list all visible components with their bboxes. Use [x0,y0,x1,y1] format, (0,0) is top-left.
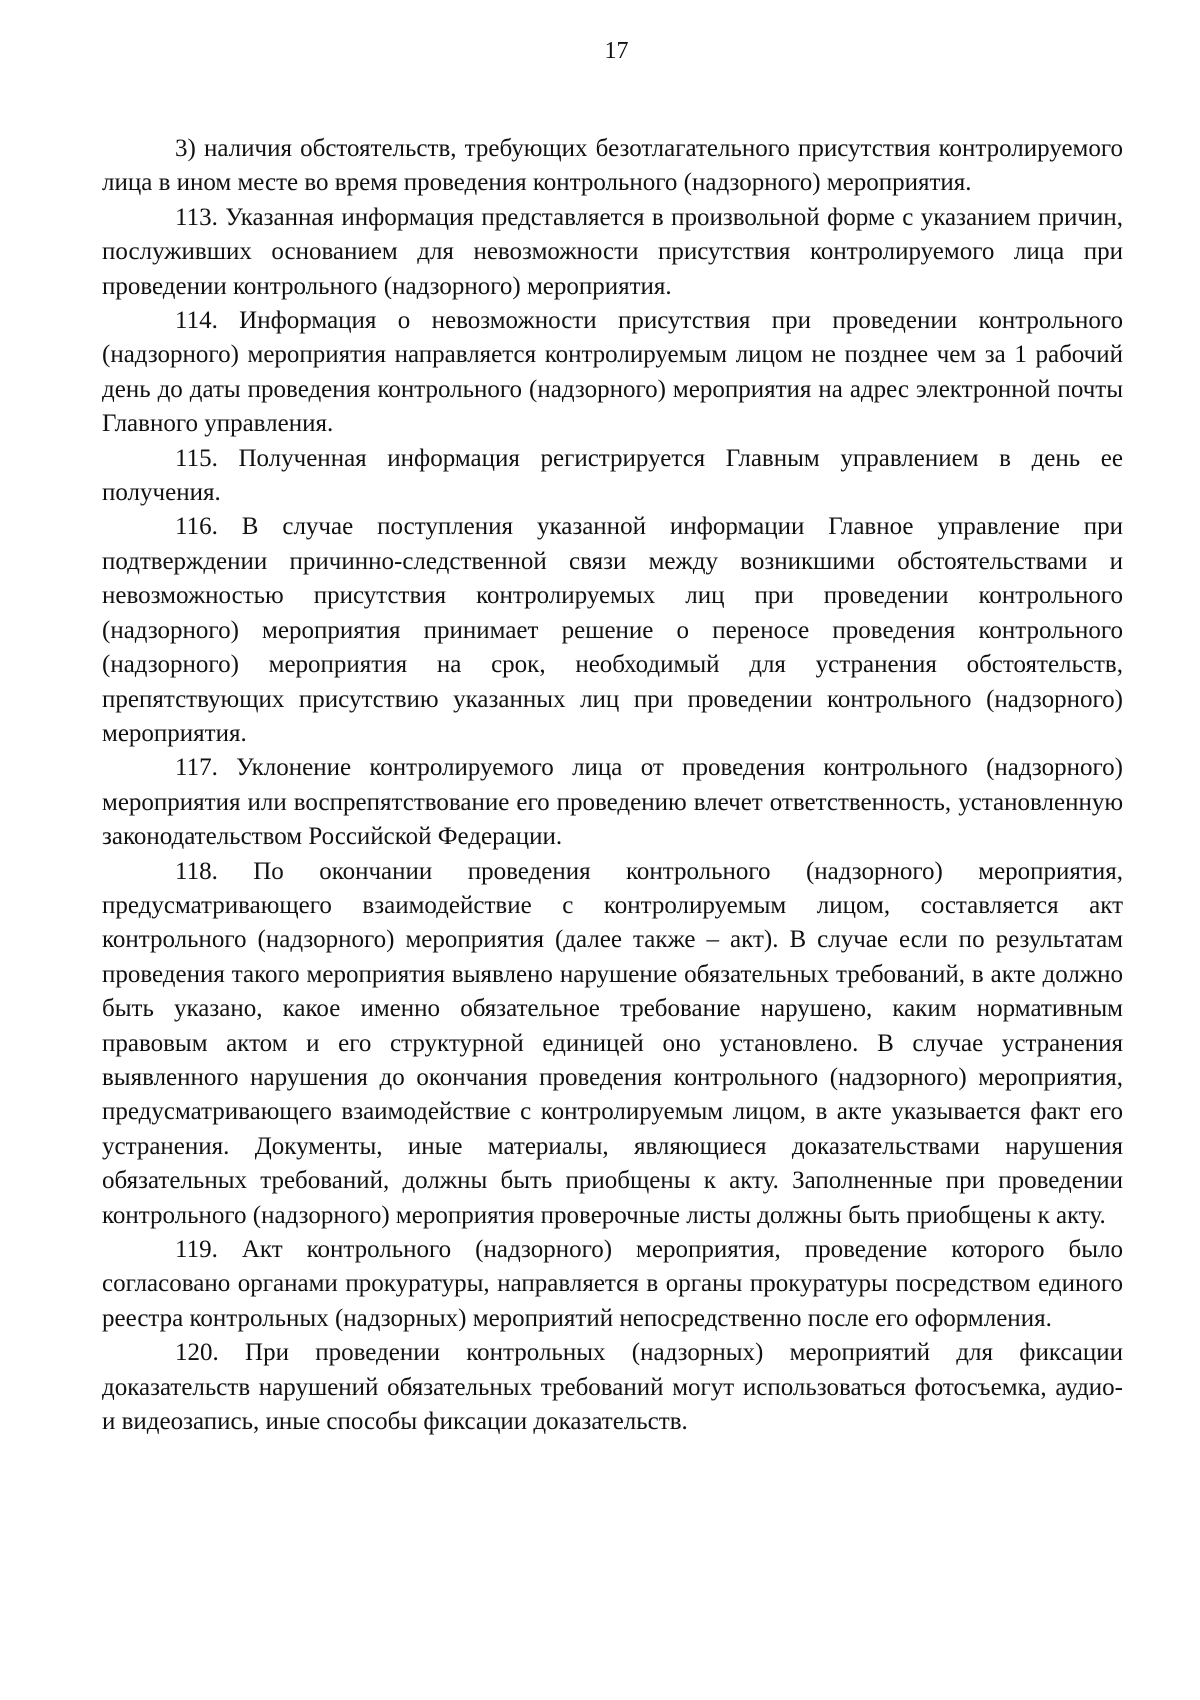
paragraph-119: 119. Акт контрольного (надзорного) мероприятия, проведение которого было согласовано органами прокуратуры, направляется в органы прокуратуры посредством единого реестра контрольных (надзорных) мероприятий непосредственно после его оформления. [102,1236,1123,1332]
page-number: 17 [604,38,629,64]
paragraph-117: 117. Уклонение контролируемого лица от проведения контрольного (надзорного) мероприятия или воспрепятствование его проведению влечет ответственность, установленную законодательством Российской Федерации. [102,754,1123,851]
paragraph-118: 118. По окончании проведения контрольного (надзорного) мероприятия, предусматривающего взаимодействие с контролируемым лицом, составляется акт контрольного (надзорного) мероприятия (далее также – акт). В случае если по результатам проведения такого мероприятия выявлено нарушение обязательных требований, в акте должно быть указано, какое именно обязательное требование нарушено, каким нормативным правовым актом и его структурной единицей оно установлено. В случае устранения выявленного нарушения до окончания проведения контрольного (надзорного) мероприятия, предусматривающего взаимодействие с контролируемым лицом, в акте указывается факт его устранения. Документы, иные материалы, являющиеся доказательствами нарушения обязательных требований, должны быть приобщены к акту. Заполненные при проведении контрольного (надзорного) мероприятия проверочные листы должны быть приобщены к акту. [102,857,1123,1229]
paragraph-116: 116. В случае поступления указанной информации Главное управление при подтверждении причинно-следственной связи между возникшими обстоятельствами и невозможностью присутствия контролируемых лиц при проведении контрольного (надзорного) мероприятия принимает решение о переносе проведения контрольного (надзорного) мероприятия на срок, необходимый для устранения обстоятельств, препятствующих присутствию указанных лиц при проведении контрольного (надзорного) мероприятия. [102,513,1123,747]
paragraph-120: 120. При проведении контрольных (надзорных) мероприятий для фиксации доказательств нарушений обязательных требований могут использоваться фотосъемка, аудио- и видеозапись, иные способы фиксации доказательств. [102,1339,1123,1436]
paragraph-115: 115. Полученная информация регистрируется Главным управлением в день ее получения. [102,444,1123,507]
paragraph-item-3: 3) наличия обстоятельств, требующих безотлагательного присутствия контролируемого лица в ином месте во время проведения контрольного (надзорного) мероприятия. [102,135,1123,197]
document-body [102,132,1123,1439]
paragraph-113: 113. Указанная информация представляется в произвольной форме с указанием причин, послуживших основанием для невозможности присутствия контролируемого лица при проведении контрольного (надзорного) мероприятия. [102,203,1123,300]
paragraph-114: 114. Информация о невозможности присутствия при проведении контрольного (надзорного) мероприятия направляется контролируемым лицом не позднее чем за 1 рабочий день до даты проведения контрольного (надзорного) мероприятия на адрес электронной почты Главного управления. [102,307,1123,438]
